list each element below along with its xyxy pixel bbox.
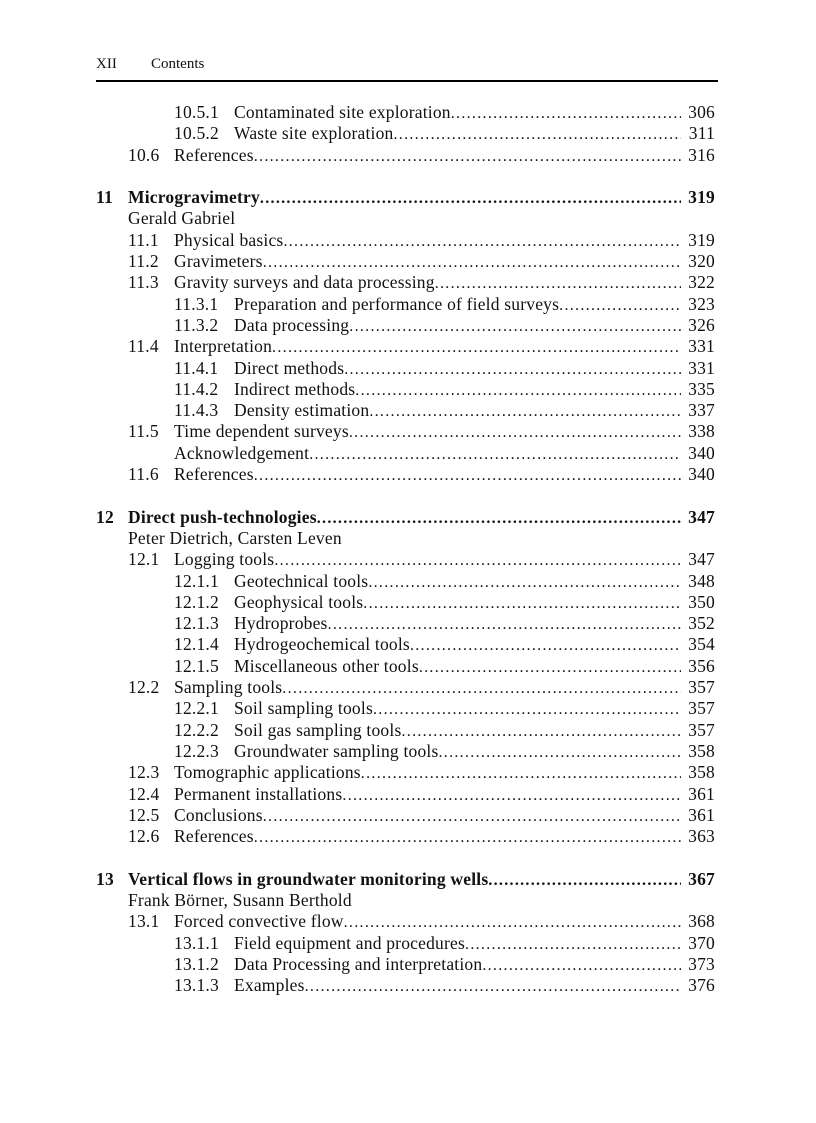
toc-entry[interactable]: [96, 634, 715, 655]
toc-entry-page: 340: [688, 464, 715, 485]
dot-leader: [349, 315, 681, 337]
toc-entry-page: 347: [688, 549, 715, 570]
toc-entry-title: Hydrogeochemical tools: [234, 634, 410, 655]
chapter-authors: Peter Dietrich, Carsten Leven: [128, 527, 342, 548]
toc-entry-title: Acknowledgement: [174, 442, 310, 463]
toc-entry-page: 356: [688, 655, 715, 676]
toc-entry-page: 354: [688, 634, 715, 655]
dot-leader: [369, 400, 681, 422]
toc-entry-page: 323: [688, 293, 715, 314]
dot-leader: [309, 443, 681, 465]
toc-entry-title: Waste site exploration: [234, 123, 394, 144]
dot-leader: [488, 869, 681, 891]
dot-leader: [328, 613, 681, 635]
toc-entry-page: 358: [688, 762, 715, 783]
toc-entry[interactable]: [96, 954, 715, 975]
chapter-authors: Frank Börner, Susann Berthold: [128, 889, 352, 910]
toc-entry-title: Sampling tools: [174, 677, 283, 698]
toc-entry-number: 13.1.1: [174, 932, 219, 953]
toc-entry-number: 12.1: [128, 549, 160, 570]
toc-entry[interactable]: [96, 251, 715, 272]
toc-entry[interactable]: [96, 826, 715, 847]
toc-entry[interactable]: [96, 400, 715, 421]
toc-entry-page: 320: [688, 251, 715, 272]
toc-entry-page: 358: [688, 740, 715, 761]
toc-entry[interactable]: [96, 421, 715, 442]
toc-entry-number: 11.4.3: [174, 400, 219, 421]
toc-entry-page: 357: [688, 719, 715, 740]
dot-leader: [342, 784, 681, 806]
dot-leader: [254, 826, 681, 848]
toc-entry[interactable]: [96, 379, 715, 400]
dot-leader: [349, 421, 681, 443]
toc-entry-title: Tomographic applications: [174, 762, 361, 783]
toc-entry-title: References: [174, 464, 254, 485]
toc-entry-number: 10.5.1: [174, 102, 219, 122]
dot-leader: [438, 741, 681, 763]
dot-leader: [361, 762, 681, 784]
toc-entry[interactable]: [96, 784, 715, 805]
toc-entry-page: 319: [688, 229, 715, 250]
toc-entry-title: Permanent installations: [174, 783, 343, 804]
dot-leader: [254, 464, 681, 486]
toc-entry-title: References: [174, 826, 254, 847]
toc-entry-page: 376: [688, 975, 715, 996]
toc-entry[interactable]: [96, 336, 715, 357]
toc-entry-title: Direct methods: [234, 357, 345, 378]
toc-entry-number: 13: [96, 868, 114, 889]
table-of-contents: [96, 102, 715, 996]
toc-chapter-entry[interactable]: [96, 507, 715, 528]
toc-entry-page: 347: [688, 506, 715, 527]
toc-entry-title: Hydroprobes: [234, 613, 328, 634]
toc-entry-page: 352: [688, 613, 715, 634]
toc-entry-number: 11.1: [128, 229, 159, 250]
toc-entry-page: 368: [688, 911, 715, 932]
dot-leader: [283, 230, 681, 252]
toc-entry-title: Field equipment and procedures: [234, 932, 466, 953]
toc-entry[interactable]: [96, 294, 715, 315]
running-header: [96, 54, 718, 76]
toc-entry-number: 11.5: [128, 421, 159, 442]
toc-entry[interactable]: [96, 698, 715, 719]
toc-entry-number: 12.2: [128, 677, 160, 698]
toc-entry-title: Geophysical tools: [234, 591, 364, 612]
header-rule: [96, 80, 718, 82]
dot-leader: [435, 272, 681, 294]
toc-entry-title: Groundwater sampling tools: [234, 740, 439, 761]
toc-entry[interactable]: [96, 549, 715, 570]
toc-entry[interactable]: [96, 656, 715, 677]
toc-entry-page: 350: [688, 591, 715, 612]
toc-entry[interactable]: [96, 805, 715, 826]
toc-entry-page: 335: [688, 378, 715, 399]
toc-entry-number: 12.1.1: [174, 570, 219, 591]
dot-leader: [344, 358, 681, 380]
toc-entry-number: 11.4.1: [174, 357, 219, 378]
toc-entry[interactable]: [96, 358, 715, 379]
toc-entry[interactable]: [96, 613, 715, 634]
dot-leader: [482, 954, 681, 976]
toc-entry-number: 10.6: [128, 144, 160, 165]
toc-entry[interactable]: [96, 762, 715, 783]
toc-entry-title: Preparation and performance of field surveys: [234, 293, 560, 314]
dot-leader: [559, 294, 681, 316]
toc-entry[interactable]: [96, 315, 715, 336]
toc-entry-number: 11.4.2: [174, 378, 219, 399]
toc-entry-title: Geotechnical tools: [234, 570, 369, 591]
dot-leader: [465, 933, 681, 955]
toc-entry-number: 11.3.1: [174, 293, 219, 314]
toc-entry-page: 357: [688, 677, 715, 698]
toc-entry-page: 337: [688, 400, 715, 421]
dot-leader: [451, 102, 681, 124]
toc-entry-page: 331: [688, 336, 715, 357]
toc-entry-number: 13.1.2: [174, 953, 219, 974]
toc-entry[interactable]: [96, 102, 715, 123]
toc-entry-page: 361: [688, 783, 715, 804]
toc-entry[interactable]: [96, 741, 715, 762]
dot-leader: [274, 549, 681, 571]
toc-entry-number: 11.3.2: [174, 314, 219, 335]
toc-entry[interactable]: [96, 145, 715, 166]
dot-leader: [263, 805, 681, 827]
toc-entry-number: 12.4: [128, 783, 160, 804]
toc-entry-number: 11.4: [128, 336, 159, 357]
toc-entry-title: Soil gas sampling tools: [234, 719, 402, 740]
toc-entry-title: Direct push-technologies: [128, 506, 317, 527]
toc-entry[interactable]: [96, 911, 715, 932]
toc-entry-page: 316: [688, 144, 715, 165]
toc-entry-number: 12.2.3: [174, 740, 219, 761]
toc-entry[interactable]: [96, 571, 715, 592]
toc-entry-title: Logging tools: [174, 549, 275, 570]
toc-entry[interactable]: [96, 677, 715, 698]
dot-leader: [254, 145, 681, 167]
toc-entry-page: 370: [688, 932, 715, 953]
toc-entry-number: 11.6: [128, 464, 159, 485]
dot-leader: [344, 911, 681, 933]
toc-entry-number: 12.1.3: [174, 613, 219, 634]
toc-entry-page: 331: [688, 357, 715, 378]
dot-leader: [410, 634, 681, 656]
toc-entry-number: 12.3: [128, 762, 160, 783]
dot-leader: [263, 251, 681, 273]
toc-entry[interactable]: [96, 592, 715, 613]
toc-entry-number: 12.2.1: [174, 698, 219, 719]
toc-entry-page: 322: [688, 272, 715, 293]
toc-entry-page: 361: [688, 804, 715, 825]
toc-entry-title: Density estimation: [234, 400, 370, 421]
dot-leader: [393, 123, 681, 145]
dot-leader: [305, 975, 681, 997]
toc-entry-title: Examples: [234, 975, 305, 996]
page-number: XII: [96, 56, 117, 72]
toc-entry-number: 11.2: [128, 251, 159, 272]
dot-leader: [368, 571, 681, 593]
toc-chapter-entry[interactable]: [96, 869, 715, 890]
toc-entry-page: 311: [688, 123, 715, 144]
toc-entry-title: Gravimeters: [174, 251, 263, 272]
toc-chapter-entry[interactable]: [96, 187, 715, 208]
toc-entry-page: 306: [688, 102, 715, 122]
toc-entry-page: 326: [688, 314, 715, 335]
dot-leader: [401, 720, 681, 742]
toc-entry-title: Vertical flows in groundwater monitoring wells: [128, 868, 489, 889]
chapter-authors: Gerald Gabriel: [128, 208, 236, 229]
toc-entry-number: 12.5: [128, 804, 160, 825]
toc-entry-number: 10.5.2: [174, 123, 219, 144]
toc-entry-title: Forced convective flow: [174, 911, 344, 932]
toc-entry-title: Soil sampling tools: [234, 698, 373, 719]
dot-leader: [317, 507, 681, 529]
toc-entry[interactable]: [96, 975, 715, 996]
dot-leader: [282, 677, 681, 699]
toc-entry-number: 12.1.2: [174, 591, 219, 612]
toc-entry-title: Microgravimetry: [128, 187, 260, 208]
toc-entry-number: 12: [96, 506, 114, 527]
toc-entry-title: Data Processing and interpretation: [234, 953, 483, 974]
toc-entry-page: 338: [688, 421, 715, 442]
dot-leader: [363, 592, 681, 614]
toc-entry-number: 11.3: [128, 272, 159, 293]
toc-entry-number: 12.1.5: [174, 655, 219, 676]
toc-entry[interactable]: [96, 720, 715, 741]
toc-entry-page: 348: [688, 570, 715, 591]
toc-entry-page: 319: [688, 187, 715, 208]
toc-entry-number: 12.6: [128, 826, 160, 847]
toc-entry-title: Gravity surveys and data processing: [174, 272, 435, 293]
toc-entry-title: Time dependent surveys: [174, 421, 349, 442]
toc-entry-title: Data processing: [234, 314, 350, 335]
toc-entry-title: Physical basics: [174, 229, 284, 250]
toc-entry-title: Indirect methods: [234, 378, 356, 399]
toc-entry[interactable]: [96, 933, 715, 954]
dot-leader: [373, 698, 681, 720]
toc-entry-page: 373: [688, 953, 715, 974]
toc-entry-number: 11: [96, 187, 113, 208]
dot-leader: [419, 656, 681, 678]
toc-entry-page: 340: [688, 442, 715, 463]
toc-entry-page: 357: [688, 698, 715, 719]
toc-entry[interactable]: [96, 464, 715, 485]
dot-leader: [272, 336, 681, 358]
toc-entry[interactable]: [96, 272, 715, 293]
toc-entry-number: 12.1.4: [174, 634, 219, 655]
toc-entry-title: Conclusions: [174, 804, 263, 825]
toc-entry[interactable]: [96, 123, 715, 144]
toc-entry-number: 13.1: [128, 911, 160, 932]
toc-entry-number: 12.2.2: [174, 719, 219, 740]
toc-entry-title: Contaminated site exploration: [234, 102, 451, 122]
toc-entry-number: 13.1.3: [174, 975, 219, 996]
toc-entry-page: 367: [688, 868, 715, 889]
toc-entry[interactable]: [96, 230, 715, 251]
dot-leader: [260, 187, 681, 209]
toc-entry-title: References: [174, 144, 254, 165]
toc-entry[interactable]: [96, 443, 715, 464]
running-title: Contents: [151, 56, 205, 72]
toc-entry-page: 363: [688, 826, 715, 847]
dot-leader: [355, 379, 681, 401]
toc-entry-title: Miscellaneous other tools: [234, 655, 419, 676]
toc-entry-title: Interpretation: [174, 336, 273, 357]
